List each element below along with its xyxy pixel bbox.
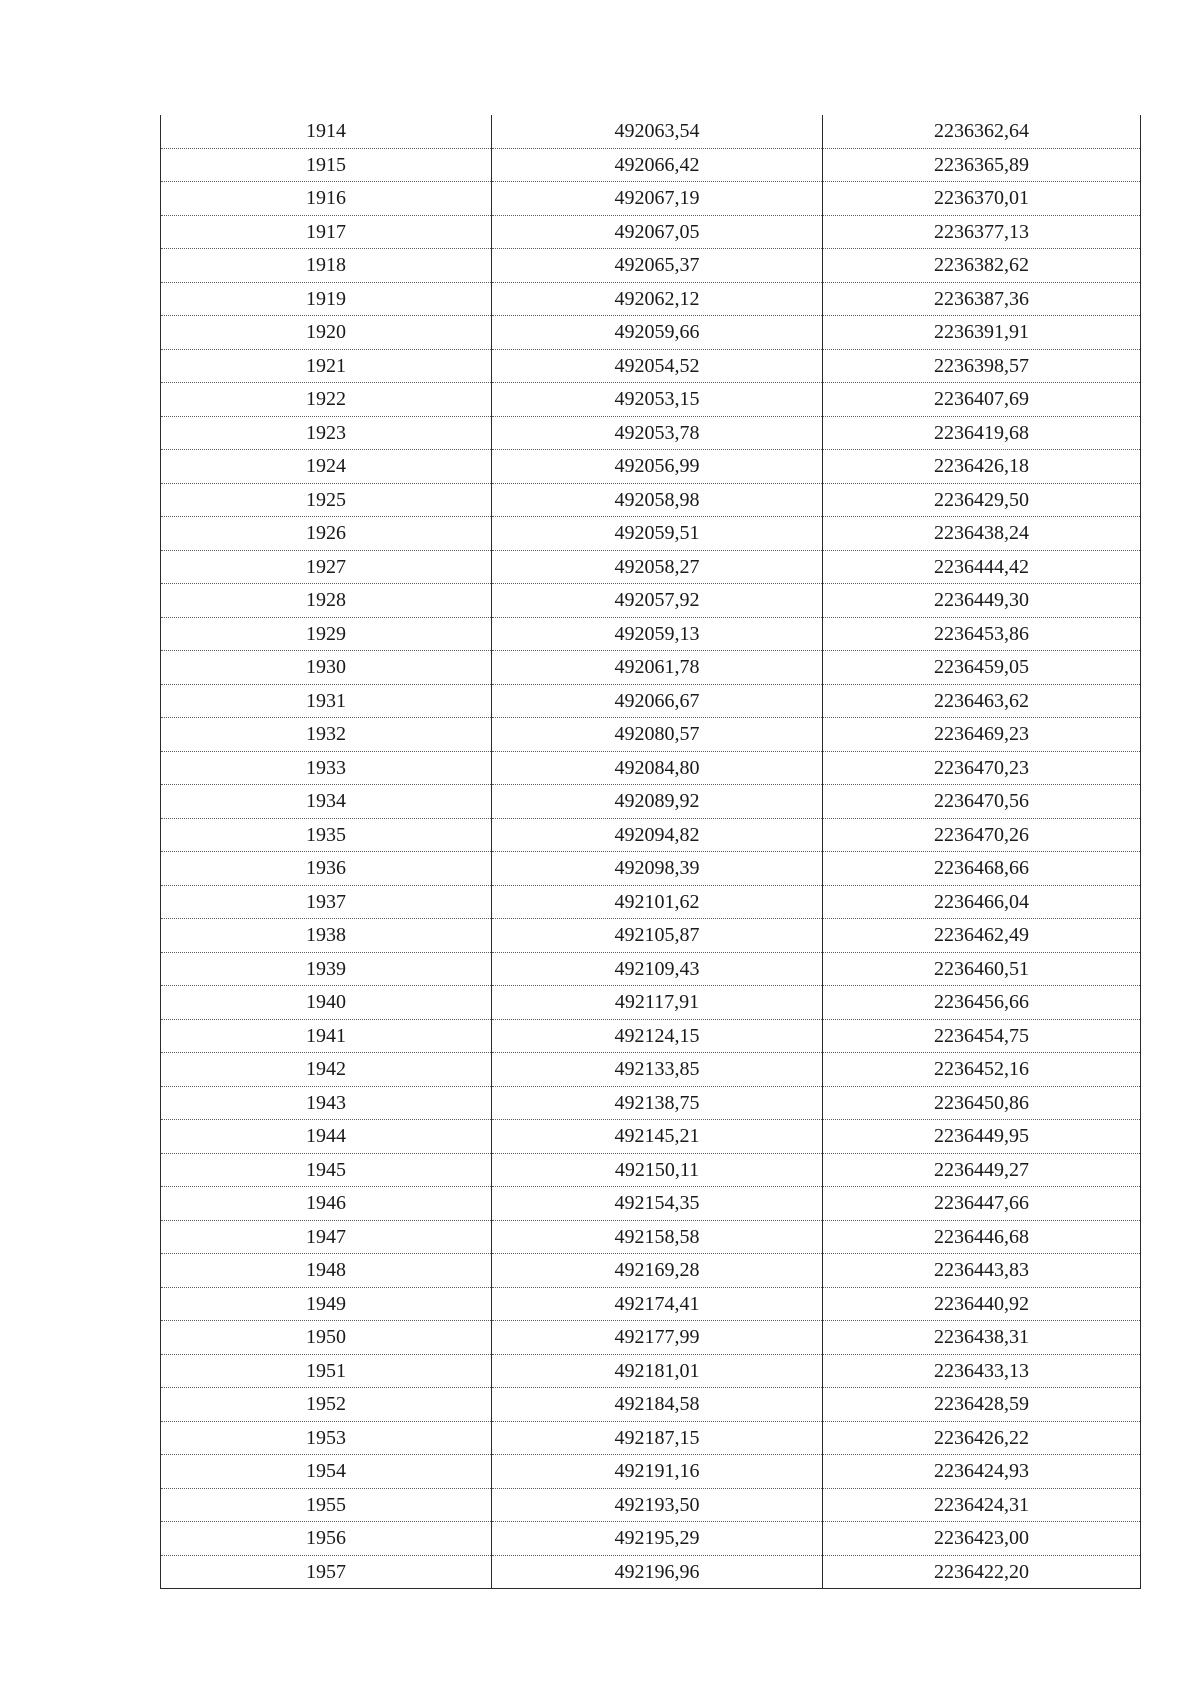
x-coordinate-cell: 492191,16 xyxy=(492,1455,823,1489)
point-number-cell: 1949 xyxy=(161,1287,492,1321)
x-coordinate-cell: 492054,52 xyxy=(492,349,823,383)
table-row xyxy=(161,1153,1141,1187)
x-coordinate-cell: 492169,28 xyxy=(492,1254,823,1288)
x-coordinate-cell: 492094,82 xyxy=(492,818,823,852)
point-number-cell: 1953 xyxy=(161,1421,492,1455)
point-number-cell: 1941 xyxy=(161,1019,492,1053)
y-coordinate-cell: 2236440,92 xyxy=(823,1287,1141,1321)
y-coordinate-cell: 2236423,00 xyxy=(823,1522,1141,1556)
point-number-cell: 1940 xyxy=(161,986,492,1020)
table-row xyxy=(161,483,1141,517)
y-coordinate-cell: 2236463,62 xyxy=(823,684,1141,718)
table-row xyxy=(161,1086,1141,1120)
x-coordinate-cell: 492195,29 xyxy=(492,1522,823,1556)
point-number-cell: 1918 xyxy=(161,249,492,283)
point-number-cell: 1938 xyxy=(161,919,492,953)
x-coordinate-cell: 492196,96 xyxy=(492,1555,823,1589)
y-coordinate-cell: 2236428,59 xyxy=(823,1388,1141,1422)
y-coordinate-cell: 2236447,66 xyxy=(823,1187,1141,1221)
coordinates-table-body xyxy=(161,115,1141,1589)
table-row xyxy=(161,852,1141,886)
x-coordinate-cell: 492124,15 xyxy=(492,1019,823,1053)
y-coordinate-cell: 2236407,69 xyxy=(823,383,1141,417)
point-number-cell: 1923 xyxy=(161,416,492,450)
y-coordinate-cell: 2236469,23 xyxy=(823,718,1141,752)
point-number-cell: 1936 xyxy=(161,852,492,886)
y-coordinate-cell: 2236449,30 xyxy=(823,584,1141,618)
x-coordinate-cell: 492181,01 xyxy=(492,1354,823,1388)
y-coordinate-cell: 2236462,49 xyxy=(823,919,1141,953)
y-coordinate-cell: 2236459,05 xyxy=(823,651,1141,685)
y-coordinate-cell: 2236456,66 xyxy=(823,986,1141,1020)
table-row xyxy=(161,952,1141,986)
point-number-cell: 1932 xyxy=(161,718,492,752)
point-number-cell: 1939 xyxy=(161,952,492,986)
x-coordinate-cell: 492059,13 xyxy=(492,617,823,651)
point-number-cell: 1957 xyxy=(161,1555,492,1589)
table-row xyxy=(161,349,1141,383)
x-coordinate-cell: 492158,58 xyxy=(492,1220,823,1254)
table-row xyxy=(161,1053,1141,1087)
table-row xyxy=(161,450,1141,484)
point-number-cell: 1934 xyxy=(161,785,492,819)
point-number-cell: 1945 xyxy=(161,1153,492,1187)
x-coordinate-cell: 492193,50 xyxy=(492,1488,823,1522)
table-row xyxy=(161,316,1141,350)
point-number-cell: 1914 xyxy=(161,115,492,148)
table-row xyxy=(161,1287,1141,1321)
y-coordinate-cell: 2236429,50 xyxy=(823,483,1141,517)
table-row xyxy=(161,1421,1141,1455)
point-number-cell: 1935 xyxy=(161,818,492,852)
point-number-cell: 1921 xyxy=(161,349,492,383)
table-row xyxy=(161,1522,1141,1556)
table-row xyxy=(161,115,1141,148)
y-coordinate-cell: 2236398,57 xyxy=(823,349,1141,383)
x-coordinate-cell: 492057,92 xyxy=(492,584,823,618)
table-row xyxy=(161,215,1141,249)
table-row xyxy=(161,517,1141,551)
y-coordinate-cell: 2236443,83 xyxy=(823,1254,1141,1288)
x-coordinate-cell: 492061,78 xyxy=(492,651,823,685)
x-coordinate-cell: 492154,35 xyxy=(492,1187,823,1221)
table-row xyxy=(161,148,1141,182)
x-coordinate-cell: 492066,67 xyxy=(492,684,823,718)
x-coordinate-cell: 492098,39 xyxy=(492,852,823,886)
x-coordinate-cell: 492109,43 xyxy=(492,952,823,986)
x-coordinate-cell: 492184,58 xyxy=(492,1388,823,1422)
point-number-cell: 1924 xyxy=(161,450,492,484)
y-coordinate-cell: 2236382,62 xyxy=(823,249,1141,283)
y-coordinate-cell: 2236391,91 xyxy=(823,316,1141,350)
point-number-cell: 1929 xyxy=(161,617,492,651)
point-number-cell: 1915 xyxy=(161,148,492,182)
point-number-cell: 1927 xyxy=(161,550,492,584)
table-row xyxy=(161,885,1141,919)
point-number-cell: 1956 xyxy=(161,1522,492,1556)
x-coordinate-cell: 492059,51 xyxy=(492,517,823,551)
table-row xyxy=(161,1555,1141,1589)
y-coordinate-cell: 2236450,86 xyxy=(823,1086,1141,1120)
x-coordinate-cell: 492067,19 xyxy=(492,182,823,216)
y-coordinate-cell: 2236387,36 xyxy=(823,282,1141,316)
table-row xyxy=(161,182,1141,216)
table-row xyxy=(161,550,1141,584)
point-number-cell: 1952 xyxy=(161,1388,492,1422)
point-number-cell: 1922 xyxy=(161,383,492,417)
x-coordinate-cell: 492053,78 xyxy=(492,416,823,450)
y-coordinate-cell: 2236426,22 xyxy=(823,1421,1141,1455)
y-coordinate-cell: 2236370,01 xyxy=(823,182,1141,216)
table-row xyxy=(161,751,1141,785)
x-coordinate-cell: 492187,15 xyxy=(492,1421,823,1455)
x-coordinate-cell: 492177,99 xyxy=(492,1321,823,1355)
point-number-cell: 1950 xyxy=(161,1321,492,1355)
point-number-cell: 1920 xyxy=(161,316,492,350)
y-coordinate-cell: 2236470,56 xyxy=(823,785,1141,819)
table-row xyxy=(161,718,1141,752)
point-number-cell: 1916 xyxy=(161,182,492,216)
y-coordinate-cell: 2236438,24 xyxy=(823,517,1141,551)
y-coordinate-cell: 2236454,75 xyxy=(823,1019,1141,1053)
y-coordinate-cell: 2236422,20 xyxy=(823,1555,1141,1589)
table-row xyxy=(161,1220,1141,1254)
table-row xyxy=(161,1354,1141,1388)
x-coordinate-cell: 492133,85 xyxy=(492,1053,823,1087)
x-coordinate-cell: 492145,21 xyxy=(492,1120,823,1154)
y-coordinate-cell: 2236433,13 xyxy=(823,1354,1141,1388)
y-coordinate-cell: 2236419,68 xyxy=(823,416,1141,450)
x-coordinate-cell: 492150,11 xyxy=(492,1153,823,1187)
x-coordinate-cell: 492058,98 xyxy=(492,483,823,517)
y-coordinate-cell: 2236468,66 xyxy=(823,852,1141,886)
x-coordinate-cell: 492058,27 xyxy=(492,550,823,584)
point-number-cell: 1942 xyxy=(161,1053,492,1087)
table-row xyxy=(161,919,1141,953)
point-number-cell: 1917 xyxy=(161,215,492,249)
table-row xyxy=(161,818,1141,852)
table-row xyxy=(161,1254,1141,1288)
x-coordinate-cell: 492056,99 xyxy=(492,450,823,484)
point-number-cell: 1951 xyxy=(161,1354,492,1388)
x-coordinate-cell: 492059,66 xyxy=(492,316,823,350)
table-row xyxy=(161,684,1141,718)
x-coordinate-cell: 492066,42 xyxy=(492,148,823,182)
x-coordinate-cell: 492065,37 xyxy=(492,249,823,283)
y-coordinate-cell: 2236365,89 xyxy=(823,148,1141,182)
y-coordinate-cell: 2236466,04 xyxy=(823,885,1141,919)
table-row xyxy=(161,584,1141,618)
x-coordinate-cell: 492101,62 xyxy=(492,885,823,919)
y-coordinate-cell: 2236377,13 xyxy=(823,215,1141,249)
table-row xyxy=(161,1388,1141,1422)
table-row xyxy=(161,785,1141,819)
point-number-cell: 1937 xyxy=(161,885,492,919)
y-coordinate-cell: 2236426,18 xyxy=(823,450,1141,484)
y-coordinate-cell: 2236470,23 xyxy=(823,751,1141,785)
table-row xyxy=(161,1488,1141,1522)
table-row xyxy=(161,383,1141,417)
coordinates-table xyxy=(160,115,1141,1589)
y-coordinate-cell: 2236452,16 xyxy=(823,1053,1141,1087)
y-coordinate-cell: 2236449,27 xyxy=(823,1153,1141,1187)
table-row xyxy=(161,1120,1141,1154)
x-coordinate-cell: 492067,05 xyxy=(492,215,823,249)
x-coordinate-cell: 492063,54 xyxy=(492,115,823,148)
point-number-cell: 1931 xyxy=(161,684,492,718)
point-number-cell: 1933 xyxy=(161,751,492,785)
point-number-cell: 1954 xyxy=(161,1455,492,1489)
x-coordinate-cell: 492080,57 xyxy=(492,718,823,752)
table-row xyxy=(161,1455,1141,1489)
point-number-cell: 1928 xyxy=(161,584,492,618)
y-coordinate-cell: 2236424,31 xyxy=(823,1488,1141,1522)
table-row xyxy=(161,651,1141,685)
table-row xyxy=(161,249,1141,283)
x-coordinate-cell: 492174,41 xyxy=(492,1287,823,1321)
point-number-cell: 1955 xyxy=(161,1488,492,1522)
x-coordinate-cell: 492117,91 xyxy=(492,986,823,1020)
y-coordinate-cell: 2236438,31 xyxy=(823,1321,1141,1355)
x-coordinate-cell: 492089,92 xyxy=(492,785,823,819)
table-row xyxy=(161,617,1141,651)
point-number-cell: 1925 xyxy=(161,483,492,517)
point-number-cell: 1943 xyxy=(161,1086,492,1120)
x-coordinate-cell: 492062,12 xyxy=(492,282,823,316)
x-coordinate-cell: 492138,75 xyxy=(492,1086,823,1120)
y-coordinate-cell: 2236424,93 xyxy=(823,1455,1141,1489)
y-coordinate-cell: 2236470,26 xyxy=(823,818,1141,852)
y-coordinate-cell: 2236362,64 xyxy=(823,115,1141,148)
table-row xyxy=(161,1321,1141,1355)
table-row xyxy=(161,1019,1141,1053)
y-coordinate-cell: 2236449,95 xyxy=(823,1120,1141,1154)
point-number-cell: 1930 xyxy=(161,651,492,685)
point-number-cell: 1948 xyxy=(161,1254,492,1288)
point-number-cell: 1919 xyxy=(161,282,492,316)
y-coordinate-cell: 2236446,68 xyxy=(823,1220,1141,1254)
table-row xyxy=(161,416,1141,450)
point-number-cell: 1946 xyxy=(161,1187,492,1221)
table-row xyxy=(161,1187,1141,1221)
y-coordinate-cell: 2236453,86 xyxy=(823,617,1141,651)
point-number-cell: 1926 xyxy=(161,517,492,551)
x-coordinate-cell: 492053,15 xyxy=(492,383,823,417)
x-coordinate-cell: 492084,80 xyxy=(492,751,823,785)
point-number-cell: 1944 xyxy=(161,1120,492,1154)
point-number-cell: 1947 xyxy=(161,1220,492,1254)
table-row xyxy=(161,282,1141,316)
y-coordinate-cell: 2236444,42 xyxy=(823,550,1141,584)
table-row xyxy=(161,986,1141,1020)
y-coordinate-cell: 2236460,51 xyxy=(823,952,1141,986)
x-coordinate-cell: 492105,87 xyxy=(492,919,823,953)
